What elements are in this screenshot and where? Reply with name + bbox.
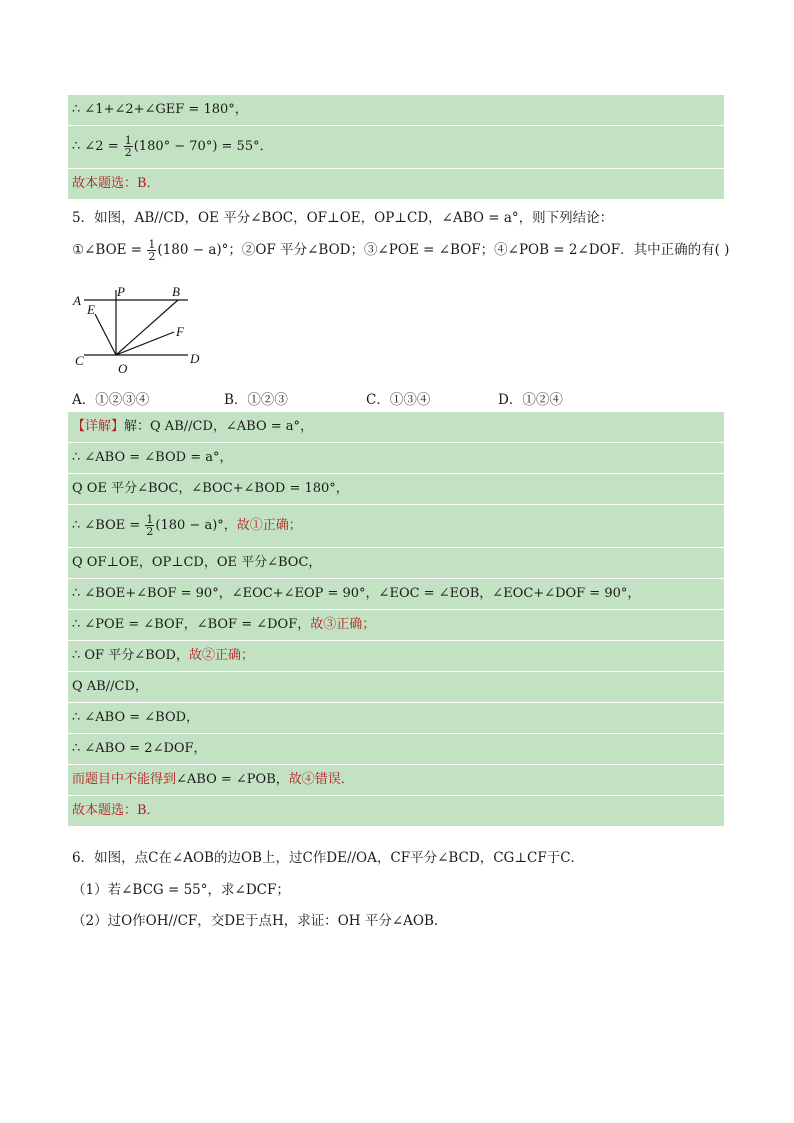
question-6-part-2: （2）过O作OH//CF，交DE于点H，求证：OH 平分∠AOB． [72,913,448,929]
detail-tag: 【详解】 [72,419,125,434]
solution-block-5 [68,412,724,827]
label-a: A [73,293,81,308]
fraction: $\frac{1}{2}$ [124,134,132,159]
solution-line: 【详解】解：Q AB//CD，∠ABO = a°， [68,412,724,443]
question-5-statements: ①∠BOE = $\frac{1}{2}$ (180 − a)°；②OF 平分∠BOD；③∠POE = ∠BOF；④∠POB = 2∠DOF．其中正确的有( ) [72,238,730,263]
solution-line: ∴ ∠BOE = $\frac{1}{2}$ (180 − a)°，故①正确； [68,505,724,548]
question-6-stem: 6．如图，点C在∠AOB的边OB上，过C作DE//OA，CF平分∠BCD，CG⊥CF于C． [72,850,585,866]
label-d: D [190,351,200,366]
solution-line: Q OF⊥OE，OP⊥CD，OE 平分∠BOC， [68,548,724,579]
fraction: $\frac{1}{2}$ [148,238,156,263]
solution-line: Q AB//CD， [68,672,724,703]
question-6-part-1: （1）若∠BCG = 55°，求∠DCF； [72,882,290,898]
solution-line: ∴ ∠POE = ∠BOF，∠BOF = ∠DOF，故③正确； [68,610,724,641]
option-b[interactable]: B．①②③ [224,392,288,408]
line-of [116,332,174,355]
line-oe [95,314,116,355]
label-e: E [87,302,95,317]
question-5-figure [70,284,210,378]
label-c: C [75,353,84,368]
solution-conclusion: 故本题选：B． [68,169,724,200]
question-5-stem: 5．如图，AB//CD，OE 平分∠BOC，OF⊥OE，OP⊥CD，∠ABO = a°，则下列结论： [72,210,614,226]
label-o: O [118,361,128,376]
solution-block-previous [68,95,724,200]
option-c[interactable]: C．①③④ [366,392,431,408]
label-b: B [172,284,180,299]
solution-conclusion: 故本题选：B． [68,796,724,827]
solution-line: ∴ ∠BOE+∠BOF = 90°，∠EOC+∠EOP = 90°，∠EOC = ∠EOB，∠EOC+∠DOF = 90°， [68,579,724,610]
fraction: $\frac{1}{2}$ [146,513,154,538]
solution-line: ∴ OF 平分∠BOD，故②正确； [68,641,724,672]
line-ob [116,300,178,355]
label-f: F [176,324,184,339]
solution-line: ∴ ∠1+∠2+∠GEF = 180°， [68,95,724,126]
solution-line: 而题目中不能得到∠ABO = ∠POB，故④错误． [68,765,724,796]
solution-line: ∴ ∠ABO = 2∠DOF， [68,734,724,765]
solution-line: ∴ ∠ABO = ∠BOD， [68,703,724,734]
option-d[interactable]: D．①②④ [498,392,563,408]
label-p: P [117,284,125,299]
option-a[interactable]: A．①②③④ [72,392,150,408]
solution-line: ∴ ∠2 = $\frac{1}{2}$ (180° − 70°) = 55°． [68,126,724,169]
solution-line: Q OE 平分∠BOC，∠BOC+∠BOD = 180°， [68,474,724,505]
solution-line: ∴ ∠ABO = ∠BOD = a°， [68,443,724,474]
